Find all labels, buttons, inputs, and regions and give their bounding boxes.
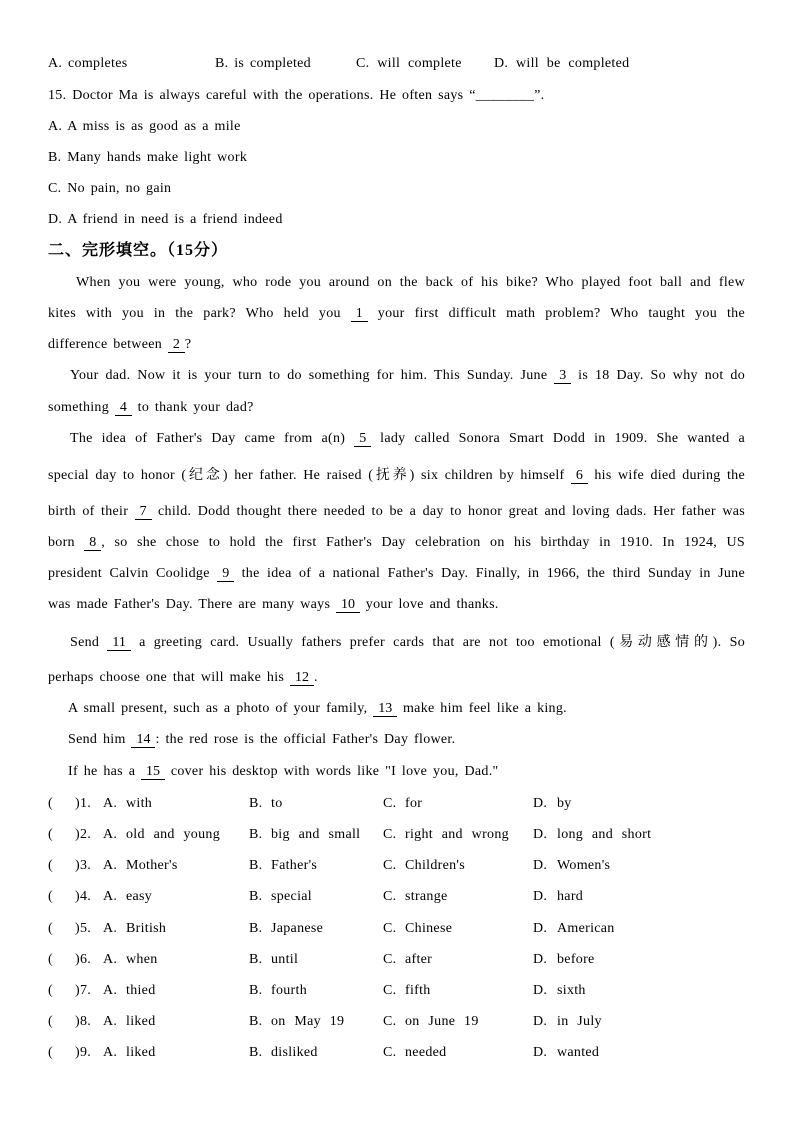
choice-text: disliked	[271, 1045, 318, 1060]
question-number: 1.	[80, 796, 92, 811]
passage-text: special day to honor (纪念) her father. He raised (抚养) six children by himself	[48, 468, 571, 483]
passage-text: .	[313, 670, 318, 685]
choice-text: Father's	[271, 858, 318, 873]
choice-letter: C.	[383, 921, 397, 936]
choice-letter: D.	[533, 983, 548, 998]
choice-letter: A.	[103, 983, 118, 998]
blank-number: 15	[141, 765, 165, 780]
passage-text: : the red rose is the official Father's Day flower.	[155, 732, 456, 747]
choice-letter: B.	[249, 1014, 263, 1029]
choice-letter: A.	[103, 1014, 118, 1029]
passage-text: cover his desktop with words like "I love you, Dad."	[165, 764, 499, 779]
question-number: 4.	[80, 889, 92, 904]
answer-bracket-close: )	[75, 952, 80, 967]
choice-text: hard	[557, 889, 584, 904]
blank-number: 10	[336, 598, 360, 613]
passage-text: is 18 Day. So why not do	[571, 368, 746, 383]
choice-letter: A.	[103, 889, 118, 904]
choice-text: British	[126, 921, 167, 936]
cloze-question-row	[48, 856, 748, 876]
passage-text: , so she chose to hold the first Father's Day celebration on his birthday in 1910. In 1924, US	[101, 535, 745, 550]
choice-letter: C.	[383, 796, 397, 811]
choice-text: Women's	[557, 858, 611, 873]
answer-bracket-close: )	[75, 796, 80, 811]
section-heading: 二、完形填空。（15分）	[48, 242, 229, 259]
passage-line	[70, 633, 745, 653]
passage-text: Send him	[68, 732, 132, 747]
choice-letter: D.	[533, 921, 548, 936]
choice-text: fourth	[271, 983, 308, 998]
answer-bracket-close: )	[75, 1014, 80, 1029]
passage-text: something	[48, 400, 115, 415]
passage-text: the idea of a national Father's Day. Finally, in 1966, the third Sunday in June	[234, 566, 745, 581]
choice-text: Chinese	[405, 921, 453, 936]
choice-text: right and wrong	[405, 827, 509, 842]
choice-text: in July	[557, 1014, 602, 1029]
choice-letter: D.	[533, 1045, 548, 1060]
passage-line	[68, 730, 455, 750]
choice-letter: C.	[383, 952, 397, 967]
question-number: 8.	[80, 1014, 92, 1029]
blank-number: 2	[168, 338, 185, 353]
cloze-question-row	[48, 825, 748, 845]
blank-number: 8	[84, 536, 101, 551]
choice-letter: C.	[383, 827, 397, 842]
cloze-question-row	[48, 1043, 748, 1063]
answer-bracket-close: )	[75, 858, 80, 873]
answer-bracket-open: (	[48, 952, 53, 967]
question-number: 2.	[80, 827, 92, 842]
choice-letter: B.	[249, 889, 263, 904]
choice-text: on June 19	[405, 1014, 479, 1029]
q14-option-a: A. completes	[48, 56, 128, 71]
question-number: 5.	[80, 921, 92, 936]
passage-text: lady called Sonora Smart Dodd in 1909. She wanted a	[371, 431, 745, 446]
choice-text: old and young	[126, 827, 221, 842]
passage-text: The idea of Father's Day came from a(n)	[70, 431, 355, 446]
choice-letter: B.	[249, 921, 263, 936]
choice-text: thied	[126, 983, 156, 998]
choice-letter: D.	[533, 827, 548, 842]
choice-letter: D.	[533, 889, 548, 904]
passage-line	[48, 466, 745, 486]
choice-letter: A.	[103, 827, 118, 842]
choice-letter: B.	[249, 952, 263, 967]
answer-bracket-close: )	[75, 921, 80, 936]
cloze-question-row	[48, 950, 748, 970]
q15-option-a: A. A miss is as good as a mile	[48, 119, 241, 134]
answer-bracket-open: (	[48, 1014, 53, 1029]
answer-bracket-open: (	[48, 889, 53, 904]
cloze-question-row	[48, 794, 748, 814]
choice-letter: C.	[383, 1014, 397, 1029]
choice-letter: B.	[249, 1045, 263, 1060]
blank-number: 14	[131, 733, 155, 748]
choice-letter: D.	[533, 952, 548, 967]
passage-line	[48, 304, 745, 324]
choice-text: easy	[126, 889, 153, 904]
passage-text: born	[48, 535, 85, 550]
passage-text: your first difficult math problem? Who taught you the	[367, 306, 745, 321]
question-number: 9.	[80, 1045, 92, 1060]
cloze-question-row	[48, 1012, 748, 1032]
passage-line	[70, 366, 745, 386]
cloze-question-row	[48, 981, 748, 1001]
passage-text: was made Father's Day. There are many ways	[48, 597, 336, 612]
passage-text: Send	[70, 635, 108, 650]
passage-text: If he has a	[68, 764, 142, 779]
question-number: 6.	[80, 952, 92, 967]
choice-letter: D.	[533, 858, 548, 873]
passage-line	[48, 335, 191, 355]
choice-text: after	[405, 952, 433, 967]
answer-bracket-close: )	[75, 1045, 80, 1060]
passage-line	[48, 533, 745, 553]
answer-bracket-close: )	[75, 889, 80, 904]
passage-text: When you were young, who rode you around on the back of his bike? Who played foot ball and flew	[76, 275, 745, 290]
choice-text: strange	[405, 889, 448, 904]
passage-text: A small present, such as a photo of your family,	[68, 701, 374, 716]
blank-number: 7	[135, 505, 152, 520]
passage-text: his wife died during the	[587, 468, 745, 483]
choice-text: for	[405, 796, 423, 811]
choice-text: long and short	[557, 827, 652, 842]
choice-text: special	[271, 889, 312, 904]
blank-number: 4	[115, 401, 132, 416]
passage-line	[70, 429, 745, 449]
passage-line	[48, 502, 745, 522]
choice-text: Children's	[405, 858, 465, 873]
choice-text: sixth	[557, 983, 586, 998]
blank-number: 11	[107, 636, 130, 651]
question-number: 7.	[80, 983, 92, 998]
passage-line	[68, 699, 567, 719]
blank-number: 9	[217, 567, 234, 582]
passage-line	[76, 273, 745, 293]
choice-text: Japanese	[271, 921, 324, 936]
choice-text: by	[557, 796, 572, 811]
passage-text: to thank your dad?	[131, 400, 254, 415]
passage-text: president Calvin Coolidge	[48, 566, 218, 581]
choice-letter: A.	[103, 952, 118, 967]
choice-letter: B.	[249, 827, 263, 842]
passage-text: birth of their	[48, 504, 135, 519]
blank-number: 5	[354, 432, 371, 447]
passage-text: ?	[184, 337, 192, 352]
blank-number: 6	[571, 469, 588, 484]
choice-letter: A.	[103, 921, 118, 936]
choice-text: on May 19	[271, 1014, 345, 1029]
choice-letter: B.	[249, 983, 263, 998]
choice-text: liked	[126, 1014, 156, 1029]
blank-number: 1	[351, 307, 368, 322]
blank-number: 13	[373, 702, 397, 717]
choice-text: liked	[126, 1045, 156, 1060]
question-number: 3.	[80, 858, 92, 873]
answer-bracket-open: (	[48, 827, 53, 842]
choice-letter: C.	[383, 858, 397, 873]
choice-text: wanted	[557, 1045, 600, 1060]
passage-text: make him feel like a king.	[397, 701, 567, 716]
choice-letter: A.	[103, 858, 118, 873]
answer-bracket-close: )	[75, 827, 80, 842]
choice-text: before	[557, 952, 595, 967]
q15-stem: 15. Doctor Ma is always careful with the operations. He often says “________”.	[48, 88, 545, 103]
passage-line	[48, 668, 318, 688]
choice-text: Mother's	[126, 858, 178, 873]
answer-bracket-open: (	[48, 796, 53, 811]
passage-text: kites with you in the park? Who held you	[48, 306, 351, 321]
choice-text: with	[126, 796, 153, 811]
passage-line	[48, 564, 745, 584]
choice-letter: D.	[533, 796, 548, 811]
passage-text: a greeting card. Usually fathers prefer cards that are not too emotional (易动感情的). So	[130, 635, 746, 650]
q14-option-c: C. will complete	[356, 56, 462, 71]
passage-line	[48, 595, 499, 615]
answer-bracket-open: (	[48, 1045, 53, 1060]
choice-letter: A.	[103, 1045, 118, 1060]
choice-text: to	[271, 796, 283, 811]
choice-letter: C.	[383, 1045, 397, 1060]
cloze-question-row	[48, 919, 748, 939]
answer-bracket-open: (	[48, 983, 53, 998]
answer-bracket-open: (	[48, 858, 53, 873]
choice-letter: C.	[383, 889, 397, 904]
choice-letter: D.	[533, 1014, 548, 1029]
passage-text: child. Dodd thought there needed to be a day to honor great and loving dads. Her father was	[151, 504, 745, 519]
passage-line	[48, 398, 254, 418]
q14-option-d: D. will be completed	[494, 56, 630, 71]
passage-text: difference between	[48, 337, 168, 352]
blank-number: 3	[554, 369, 571, 384]
choice-letter: B.	[249, 796, 263, 811]
q14-options	[0, 54, 794, 74]
passage-text: Your dad. Now it is your turn to do something for him. This Sunday. June	[70, 368, 555, 383]
choice-text: until	[271, 952, 299, 967]
choice-text: fifth	[405, 983, 431, 998]
choice-text: when	[126, 952, 158, 967]
answer-bracket-close: )	[75, 983, 80, 998]
q14-option-b: B. is completed	[215, 56, 311, 71]
q15-option-b: B. Many hands make light work	[48, 150, 248, 165]
passage-text: perhaps choose one that will make his	[48, 670, 290, 685]
choice-text: American	[557, 921, 615, 936]
passage-text: your love and thanks.	[360, 597, 499, 612]
q15-option-c: C. No pain, no gain	[48, 181, 172, 196]
choice-letter: A.	[103, 796, 118, 811]
blank-number: 12	[290, 671, 314, 686]
choice-letter: C.	[383, 983, 397, 998]
choice-text: big and small	[271, 827, 361, 842]
passage-line	[68, 762, 499, 782]
choice-letter: B.	[249, 858, 263, 873]
answer-bracket-open: (	[48, 921, 53, 936]
choice-text: needed	[405, 1045, 447, 1060]
cloze-question-row	[48, 887, 748, 907]
q15-option-d: D. A friend in need is a friend indeed	[48, 212, 283, 227]
